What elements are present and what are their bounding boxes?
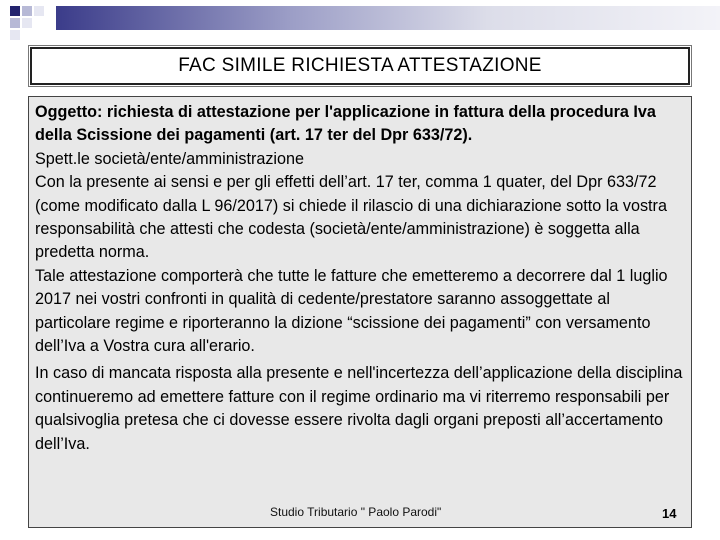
page-title: FAC SIMILE RICHIESTA ATTESTAZIONE — [178, 55, 542, 76]
title-frame — [30, 47, 690, 85]
paragraph-consequences: Tale attestazione comporterà che tutte le fatture che emetteremo a decorrere dal 1 luglio 2017 nei vostri confronti in qualità di cedente/prestatore saranno assoggettate al particolare regime e riporteranno la dizione “scissione dei pagamenti” con versamento dell’Iva a Vostra cura all'erario. — [35, 266, 668, 356]
letter-body — [28, 96, 692, 528]
paragraph-request: Con la presente ai sensi e per gli effetti dell’art. 17 ter, comma 1 quater, del Dpr 633/72 (come modificato dalla L 96/2017) si chiede il rilascio di una dichiarazione sotto la vostra responsabilità che attesti che codesta (società/ente/amministrazione) è soggetta alla predetta norma. — [35, 173, 667, 262]
footer-text: Studio Tributario " Paolo Parodi" — [270, 505, 442, 519]
subject-line: Oggetto: richiesta di attestazione per l'applicazione in fattura della procedura Iva della Scissione dei pagamenti (art. 17 ter del Dpr 633/72). — [35, 103, 656, 145]
header-gradient-bar — [56, 6, 720, 30]
paragraph-no-reply: In caso di mancata risposta alla presente e nell'incertezza dell’applicazione della disciplina continueremo ad emettere fatture con il regime ordinario ma vi riterremo responsabili per qualsivoglia pretesa che ci dovesse essere rivolta dagli organi preposti all’accertamento dell’Iva. — [35, 364, 683, 453]
paragraph-salutation: Spett.le società/ente/amministrazione — [35, 149, 305, 168]
page-number: 14 — [662, 506, 677, 521]
